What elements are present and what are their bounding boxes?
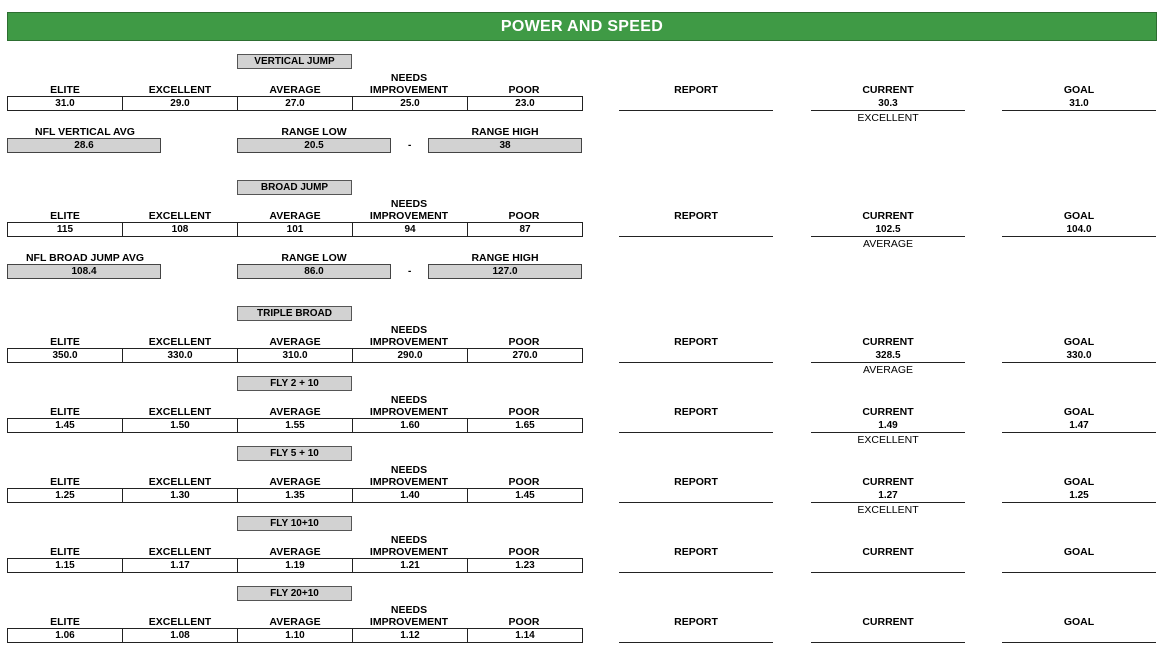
column-header-excellent: EXCELLENT — [148, 336, 212, 348]
benchmark-row — [7, 96, 583, 111]
range-high-label: RANGE HIGH — [471, 126, 539, 138]
column-header-elite: ELITE — [50, 616, 80, 628]
rating-text: EXCELLENT — [857, 112, 919, 124]
current-field[interactable]: 328.5 — [811, 349, 965, 363]
column-header-poor: POOR — [508, 406, 540, 418]
column-header-improvement: IMPROVEMENT — [369, 210, 449, 222]
column-header-elite: ELITE — [50, 476, 80, 488]
page-title: POWER AND SPEED — [7, 12, 1157, 41]
column-header-improvement: IMPROVEMENT — [369, 336, 449, 348]
column-header-elite: ELITE — [50, 336, 80, 348]
range-high-value: 127.0 — [428, 264, 582, 279]
benchmark-value-improvement: 25.0 — [353, 97, 468, 110]
needs-label: NEEDS — [390, 394, 428, 406]
benchmark-row — [7, 558, 583, 573]
column-header-excellent: EXCELLENT — [148, 406, 212, 418]
report-field[interactable] — [619, 223, 773, 237]
benchmark-value-improvement: 94 — [353, 223, 468, 236]
column-header-poor: POOR — [508, 546, 540, 558]
benchmark-value-elite: 1.06 — [8, 629, 123, 642]
report-header: REPORT — [674, 546, 718, 558]
test-name-tag: VERTICAL JUMP — [237, 54, 352, 69]
report-header: REPORT — [674, 476, 718, 488]
column-header-excellent: EXCELLENT — [148, 84, 212, 96]
column-header-excellent: EXCELLENT — [148, 210, 212, 222]
report-field[interactable] — [619, 629, 773, 643]
column-header-poor: POOR — [508, 210, 540, 222]
goal-field[interactable]: 104.0 — [1002, 223, 1156, 237]
rating-text: AVERAGE — [863, 238, 913, 250]
rating-text: EXCELLENT — [857, 504, 919, 516]
column-header-improvement: IMPROVEMENT — [369, 546, 449, 558]
benchmark-value-poor: 1.45 — [515, 490, 535, 501]
test-name-tag: FLY 10+10 — [237, 516, 352, 531]
nfl-avg-value: 108.4 — [7, 264, 161, 279]
range-dash: - — [408, 140, 412, 151]
goal-header: GOAL — [1063, 616, 1095, 628]
benchmark-value-poor: 23.0 — [515, 98, 535, 109]
benchmark-value-average: 1.19 — [238, 559, 353, 572]
benchmark-value-improvement: 290.0 — [353, 349, 468, 362]
benchmark-value-excellent: 29.0 — [123, 97, 238, 110]
current-field[interactable]: 102.5 — [811, 223, 965, 237]
goal-header: GOAL — [1063, 210, 1095, 222]
goal-field[interactable]: 31.0 — [1002, 97, 1156, 111]
benchmark-value-poor: 1.14 — [515, 630, 535, 641]
test-name-tag: FLY 2 + 10 — [237, 376, 352, 391]
column-header-poor: POOR — [508, 336, 540, 348]
goal-field[interactable]: 330.0 — [1002, 349, 1156, 363]
needs-label: NEEDS — [390, 534, 428, 546]
benchmark-value-average: 27.0 — [238, 97, 353, 110]
range-high-value: 38 — [428, 138, 582, 153]
benchmark-value-average: 1.35 — [238, 489, 353, 502]
column-header-average: AVERAGE — [269, 210, 321, 222]
column-header-average: AVERAGE — [269, 84, 321, 96]
needs-label: NEEDS — [390, 324, 428, 336]
benchmark-value-improvement: 1.21 — [353, 559, 468, 572]
needs-label: NEEDS — [390, 198, 428, 210]
report-header: REPORT — [674, 616, 718, 628]
column-header-elite: ELITE — [50, 210, 80, 222]
column-header-elite: ELITE — [50, 84, 80, 96]
benchmark-row — [7, 222, 583, 237]
test-name-tag: BROAD JUMP — [237, 180, 352, 195]
benchmark-row — [7, 348, 583, 363]
needs-label: NEEDS — [390, 604, 428, 616]
benchmark-value-improvement: 1.40 — [353, 489, 468, 502]
benchmark-value-poor: 1.23 — [515, 560, 535, 571]
range-dash: - — [408, 266, 412, 277]
goal-field[interactable]: 1.25 — [1002, 489, 1156, 503]
report-header: REPORT — [674, 210, 718, 222]
goal-field[interactable] — [1002, 559, 1156, 573]
current-field[interactable]: 30.3 — [811, 97, 965, 111]
report-header: REPORT — [674, 406, 718, 418]
current-field[interactable] — [811, 559, 965, 573]
benchmark-value-excellent: 330.0 — [123, 349, 238, 362]
current-header: CURRENT — [862, 336, 914, 348]
current-header: CURRENT — [862, 546, 914, 558]
column-header-excellent: EXCELLENT — [148, 616, 212, 628]
report-field[interactable] — [619, 97, 773, 111]
goal-header: GOAL — [1063, 546, 1095, 558]
column-header-improvement: IMPROVEMENT — [369, 84, 449, 96]
goal-header: GOAL — [1063, 84, 1095, 96]
report-header: REPORT — [674, 84, 718, 96]
report-header: REPORT — [674, 336, 718, 348]
benchmark-value-average: 310.0 — [238, 349, 353, 362]
column-header-improvement: IMPROVEMENT — [369, 406, 449, 418]
column-header-poor: POOR — [508, 616, 540, 628]
benchmark-value-excellent: 1.30 — [123, 489, 238, 502]
needs-label: NEEDS — [390, 72, 428, 84]
column-header-improvement: IMPROVEMENT — [369, 616, 449, 628]
goal-field[interactable]: 1.47 — [1002, 419, 1156, 433]
column-header-average: AVERAGE — [269, 406, 321, 418]
benchmark-row — [7, 488, 583, 503]
column-header-excellent: EXCELLENT — [148, 476, 212, 488]
benchmark-value-excellent: 1.08 — [123, 629, 238, 642]
benchmark-value-improvement: 1.60 — [353, 419, 468, 432]
benchmark-value-excellent: 108 — [123, 223, 238, 236]
report-field[interactable] — [619, 419, 773, 433]
benchmark-value-average: 1.55 — [238, 419, 353, 432]
nfl-avg-value: 28.6 — [7, 138, 161, 153]
current-field[interactable]: 1.49 — [811, 419, 965, 433]
benchmark-value-poor: 1.65 — [515, 420, 535, 431]
column-header-average: AVERAGE — [269, 616, 321, 628]
column-header-poor: POOR — [508, 476, 540, 488]
goal-header: GOAL — [1063, 406, 1095, 418]
current-header: CURRENT — [862, 476, 914, 488]
benchmark-value-elite: 1.15 — [8, 559, 123, 572]
current-field[interactable]: 1.27 — [811, 489, 965, 503]
column-header-average: AVERAGE — [269, 476, 321, 488]
test-name-tag: FLY 5 + 10 — [237, 446, 352, 461]
current-header: CURRENT — [862, 84, 914, 96]
benchmark-value-elite: 1.45 — [8, 419, 123, 432]
column-header-average: AVERAGE — [269, 546, 321, 558]
report-field[interactable] — [619, 559, 773, 573]
benchmark-row — [7, 628, 583, 643]
report-field[interactable] — [619, 489, 773, 503]
benchmark-value-excellent: 1.17 — [123, 559, 238, 572]
current-header: CURRENT — [862, 616, 914, 628]
range-low-value: 20.5 — [237, 138, 391, 153]
current-field[interactable] — [811, 629, 965, 643]
goal-header: GOAL — [1063, 336, 1095, 348]
range-low-label: RANGE LOW — [281, 126, 347, 138]
range-high-label: RANGE HIGH — [471, 252, 539, 264]
column-header-average: AVERAGE — [269, 336, 321, 348]
column-header-elite: ELITE — [50, 546, 80, 558]
benchmark-value-poor: 87 — [519, 224, 531, 235]
benchmark-value-average: 1.10 — [238, 629, 353, 642]
range-low-label: RANGE LOW — [281, 252, 347, 264]
benchmark-value-improvement: 1.12 — [353, 629, 468, 642]
current-header: CURRENT — [862, 210, 914, 222]
benchmark-value-elite: 350.0 — [8, 349, 123, 362]
nfl-avg-label: NFL VERTICAL AVG — [35, 126, 135, 138]
column-header-poor: POOR — [508, 84, 540, 96]
benchmark-value-elite: 31.0 — [8, 97, 123, 110]
test-name-tag: TRIPLE BROAD — [237, 306, 352, 321]
column-header-elite: ELITE — [50, 406, 80, 418]
column-header-excellent: EXCELLENT — [148, 546, 212, 558]
nfl-avg-label: NFL BROAD JUMP AVG — [25, 252, 145, 264]
benchmark-value-average: 101 — [238, 223, 353, 236]
benchmark-value-excellent: 1.50 — [123, 419, 238, 432]
rating-text: EXCELLENT — [857, 434, 919, 446]
column-header-improvement: IMPROVEMENT — [369, 476, 449, 488]
goal-header: GOAL — [1063, 476, 1095, 488]
current-header: CURRENT — [862, 406, 914, 418]
range-low-value: 86.0 — [237, 264, 391, 279]
goal-field[interactable] — [1002, 629, 1156, 643]
report-field[interactable] — [619, 349, 773, 363]
benchmark-row — [7, 418, 583, 433]
test-name-tag: FLY 20+10 — [237, 586, 352, 601]
benchmark-value-poor: 270.0 — [512, 350, 538, 361]
benchmark-value-elite: 1.25 — [8, 489, 123, 502]
rating-text: AVERAGE — [863, 364, 913, 376]
needs-label: NEEDS — [390, 464, 428, 476]
benchmark-value-elite: 115 — [8, 223, 123, 236]
